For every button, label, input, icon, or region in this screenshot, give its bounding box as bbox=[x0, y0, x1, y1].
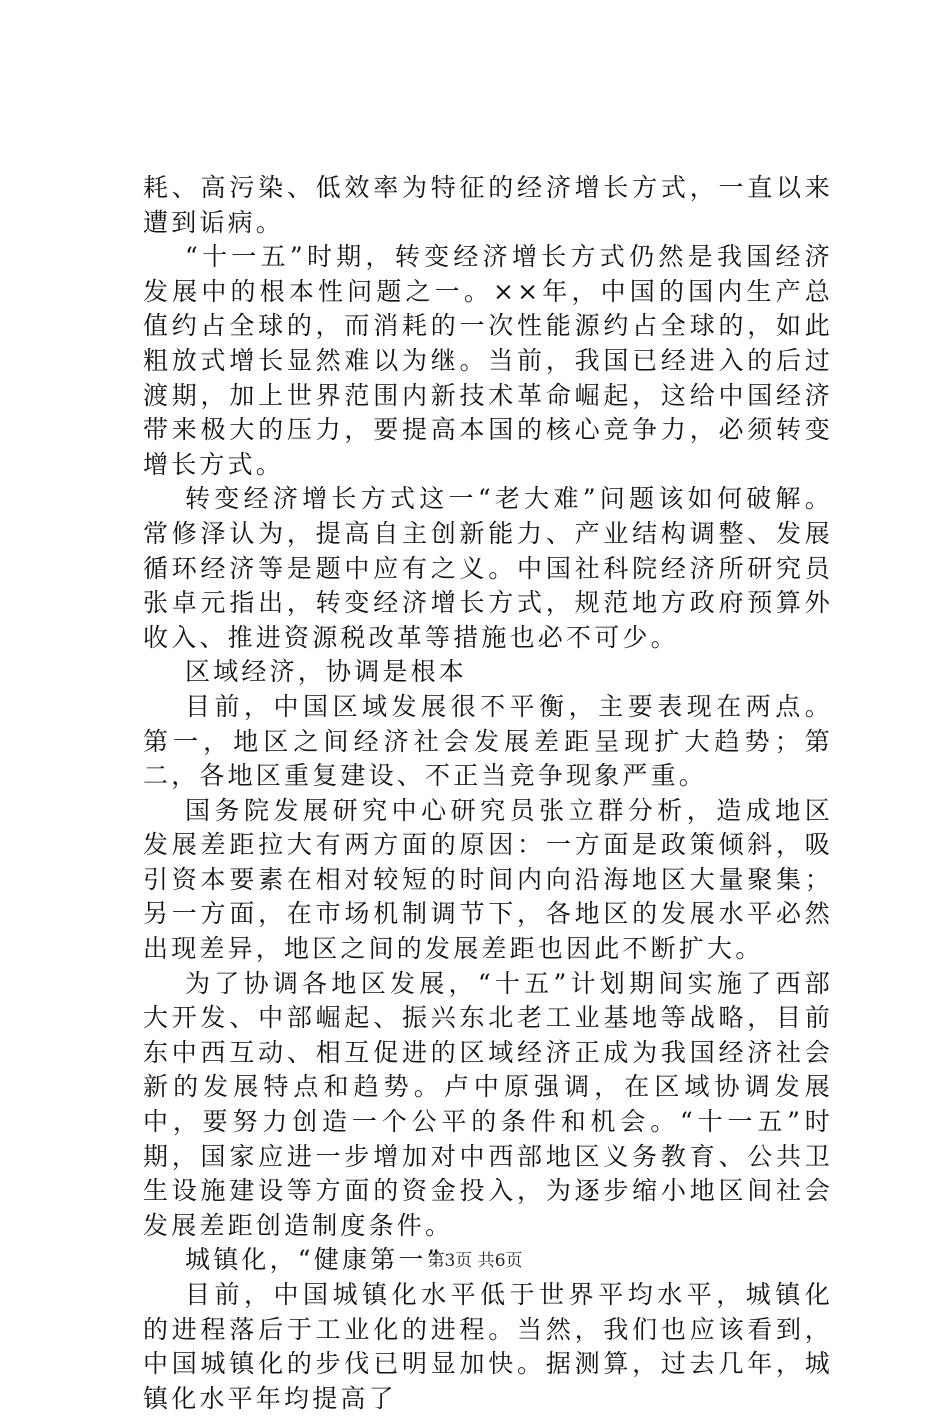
paragraph-regional-imbalance: 目前，中国区域发展很不平衡，主要表现在两点。第一，地区之间经济社会发展差距呈现扩大趋势；第二，各地区重复建设、不正当竞争现象严重。 bbox=[143, 691, 833, 791]
document-body bbox=[143, 171, 833, 1416]
paragraph-urbanization: 目前，中国城镇化水平低于世界平均水平，城镇化的进程落后于工业化的进程。当然，我们也应该看到，中国城镇化的步伐已明显加快。据测算，过去几年，城镇化水平年均提高了 bbox=[143, 1280, 833, 1413]
paragraph-continuation: 耗、高污染、低效率为特征的经济增长方式，一直以来遭到诟病。 bbox=[143, 173, 833, 237]
paragraph-regional-analysis: 国务院发展研究中心研究员张立群分析，造成地区发展差距拉大有两方面的原因：一方面是政策倾斜，吸引资本要素在相对较短的时间内向沿海地区大量聚集；另一方面，在市场机制调节下，各地区的发展水平必然出现差异，地区之间的发展差距也因此不断扩大。 bbox=[143, 795, 833, 964]
paragraph-solution: 转变经济增长方式这一“老大难”问题该如何破解。常修泽认为，提高自主创新能力、产业结构调整、发展循环经济等是题中应有之义。中国社科院经济所研究员张卓元指出，转变经济增长方式，规范地方政府预算外收入、推进资源税改革等措施也必不可少。 bbox=[143, 484, 833, 652]
page-footer: 第3页 共6页 bbox=[427, 1251, 523, 1271]
section-heading-regional: 区域经济，协调是根本 bbox=[185, 657, 468, 687]
paragraph-growth-mode: “十一五”时期，转变经济增长方式仍然是我国经济发展中的根本性问题之一。××年，中国的国内生产总值约占全球的，而消耗的一次性能源约占全球的，如此粗放式增长显然难以为继。当前，我国已经进入的后过渡期，加上世界范围内新技术革命崛起，这给中国经济带来极大的压力，要提高本国的核心竞争力，必须转变增长方式。 bbox=[143, 242, 833, 479]
paragraph-regional-coordination: 为了协调各地区发展，“十五”计划期间实施了西部大开发、中部崛起、振兴东北老工业基地等战略，目前东中西互动、相互促进的区域经济正成为我国经济社会新的发展特点和趋势。卢中原强调，在区域协调发展中，要努力创造一个公平的条件和机会。“十一五”时期，国家应进一步增加对中西部地区义务教育、公共卫生设施建设等方面的资金投入，为逐步缩小地区间社会发展差距创造制度条件。 bbox=[143, 968, 833, 1240]
section-heading-urbanization: 城镇化，“健康第一” bbox=[185, 1245, 443, 1275]
